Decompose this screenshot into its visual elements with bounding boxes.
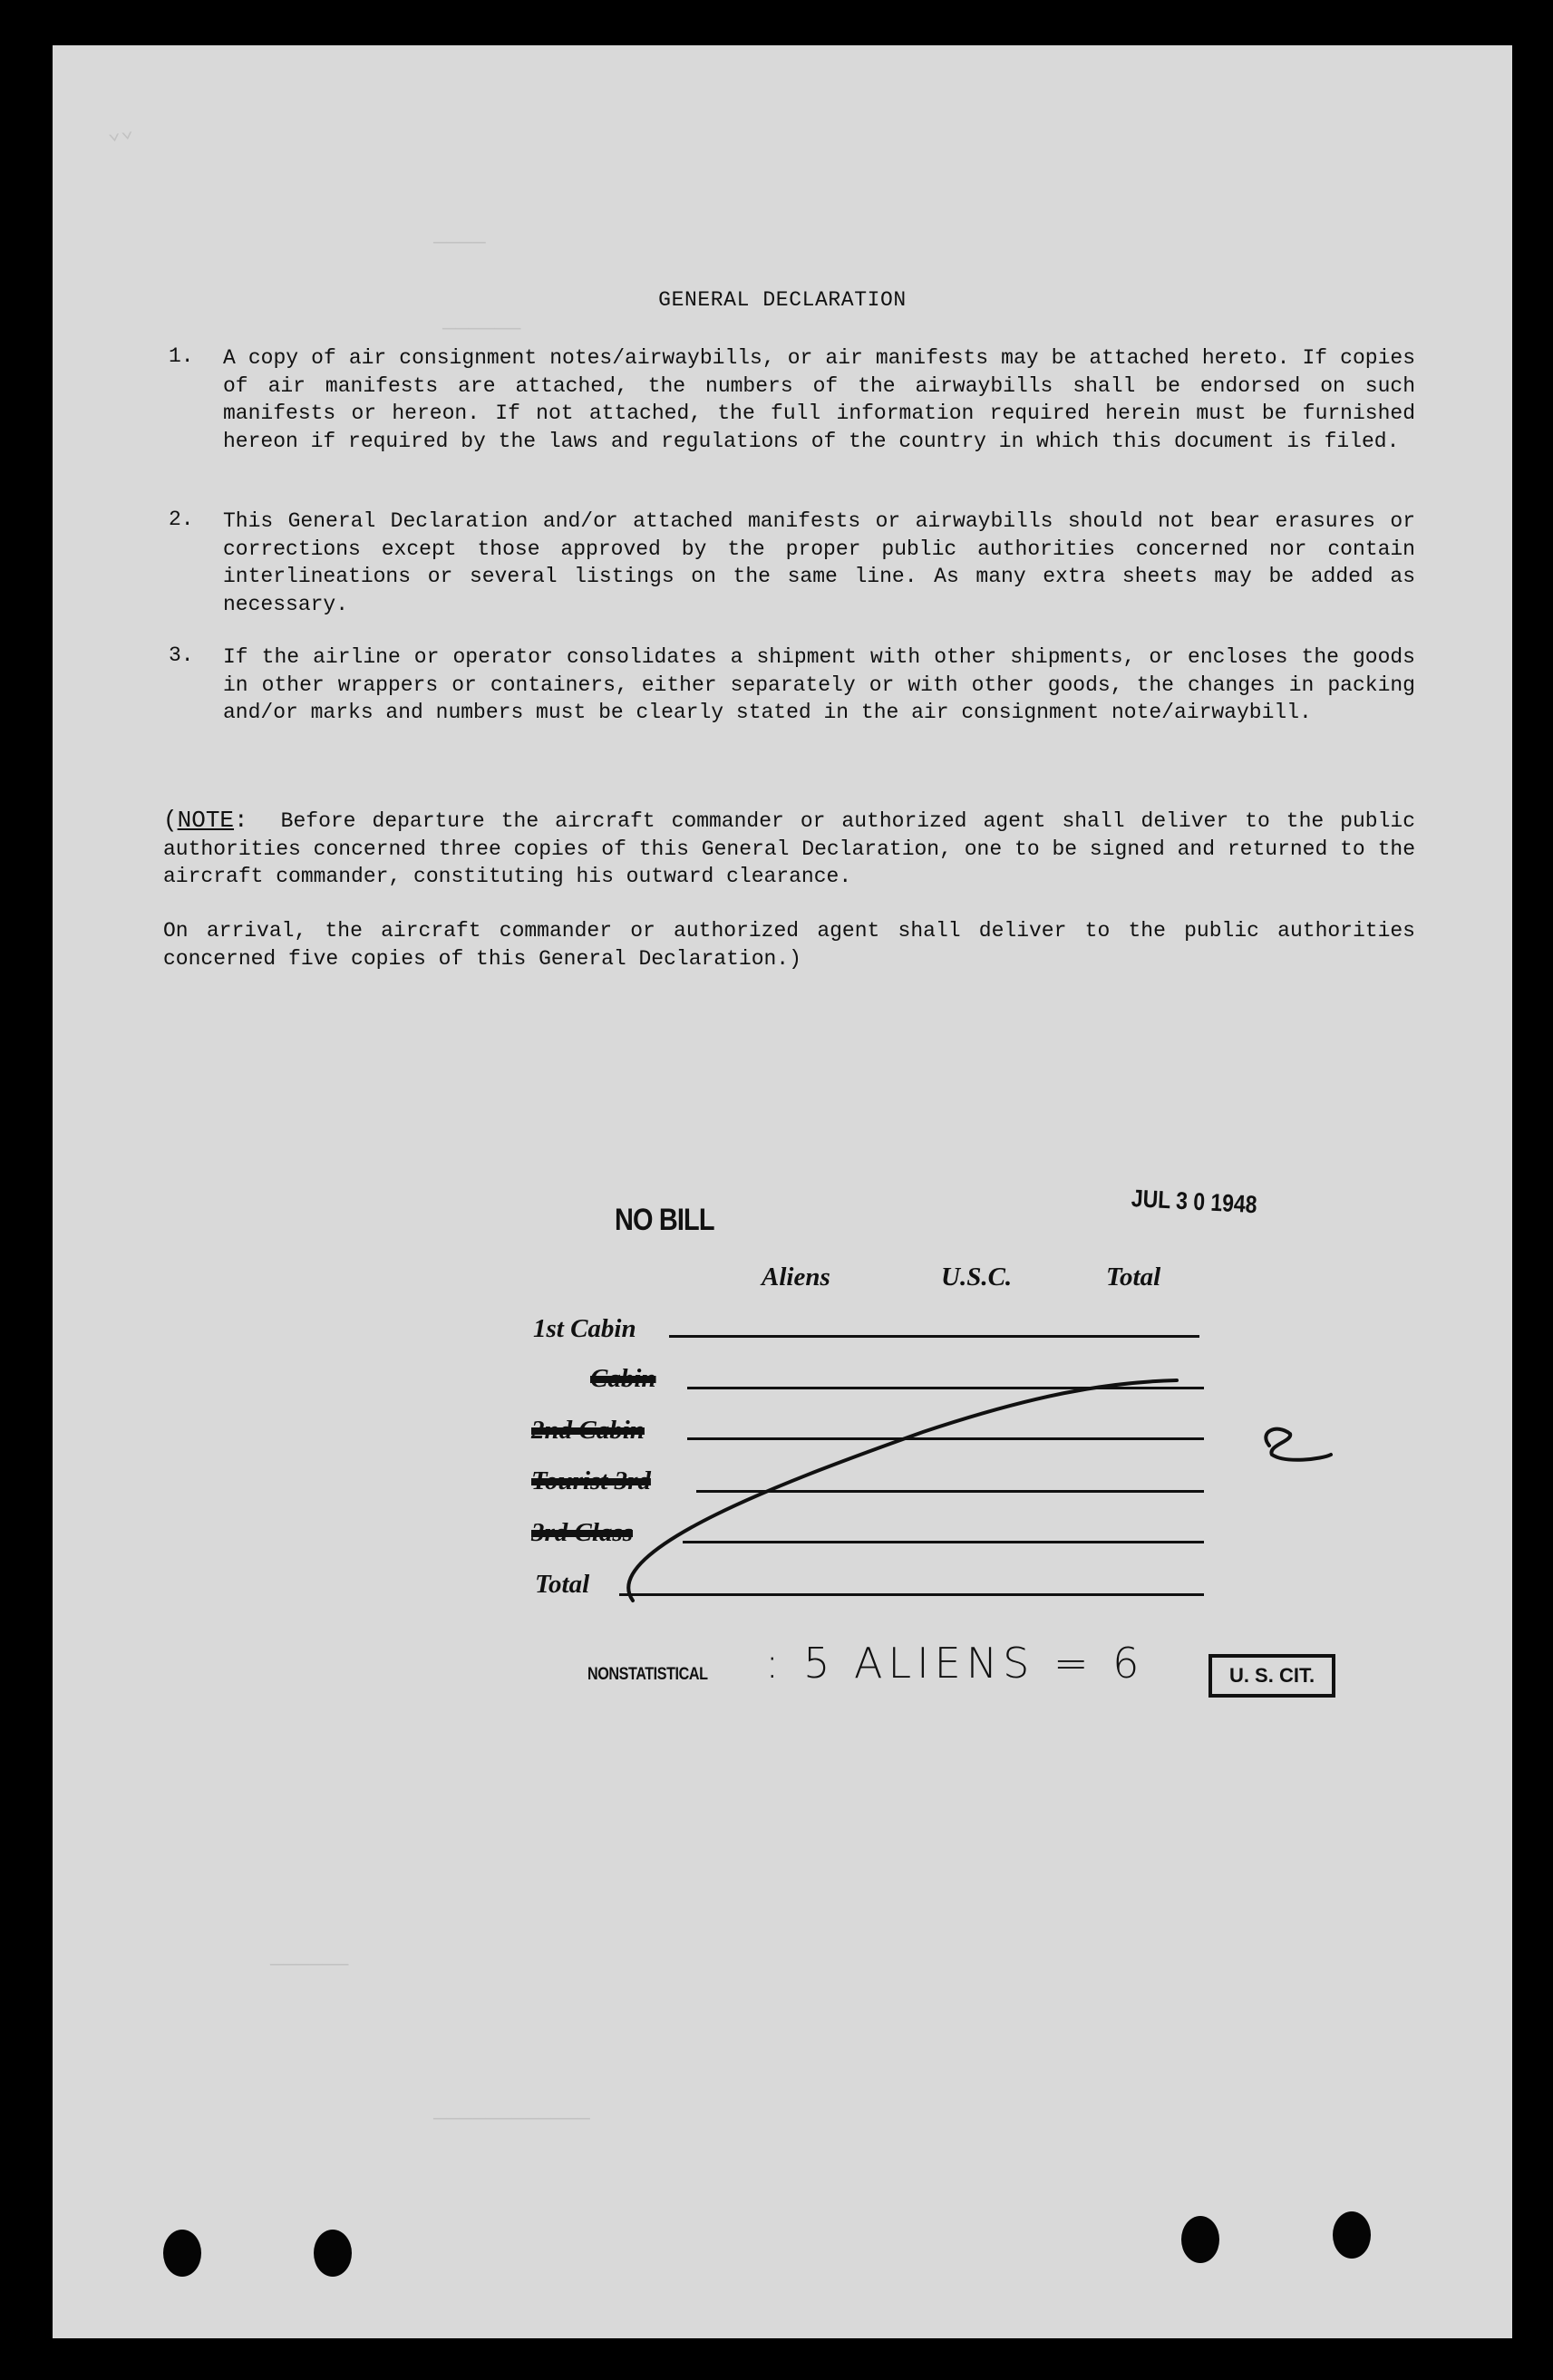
note-label: NOTE [177, 807, 235, 834]
item-text: A copy of air consignment notes/airwaybills, or air manifests may be attached hereto. If copies of air manifests are attached, the numbers of the airwaybills shall be endorsed on such manifests or hereon. If not attached, the full information required herein must be furnished hereon if required by the laws and regulations of the country in which this document is filed. [223, 346, 1415, 453]
punch-hole [163, 2230, 201, 2277]
row-label-cabin: Cabin [590, 1364, 656, 1393]
bleed-through-marks: ———— [433, 231, 486, 256]
handwritten-aliens-count: : 5 ALIENS = 6 [765, 1639, 1145, 1688]
row-label-1st-cabin: 1st Cabin [533, 1314, 636, 1343]
bleed-through-marks: ———————————— [433, 2107, 590, 2132]
bleed-through-marks: —————— [442, 317, 521, 342]
row-label-3rd-class: 3rd Class [531, 1518, 634, 1547]
us-cit-stamp: U. S. CIT. [1208, 1654, 1335, 1698]
item-text: If the airline or operator consolidates a shipment with other shipments, or encloses the goods in other wrappers or containers, either separately or with other goods, the changes in packing and/or marks and numbers must be clearly stated in the air consignment note/airwaybill. [223, 645, 1415, 724]
row-label-total: Total [535, 1570, 590, 1599]
column-header-aliens: Aliens [762, 1263, 830, 1292]
punch-hole [1333, 2211, 1371, 2259]
punch-hole [1181, 2216, 1219, 2263]
handwritten-check-mark [1258, 1423, 1259, 1424]
column-header-usc: U.S.C. [941, 1263, 1013, 1292]
note-text: Before departure the aircraft commander or authorized agent shall deliver to the public authorities concerned three copies of this General Declaration, one to be signed and returned to the aircraft commander, constituting his outward clearance. [163, 809, 1415, 888]
row-label-tourist-3rd: Tourist 3rd [531, 1466, 651, 1495]
row-label-2nd-cabin: 2nd Cabin [531, 1416, 645, 1445]
document-title: GENERAL DECLARATION [658, 288, 907, 312]
item-text: This General Declaration and/or attached manifests or airwaybills should not bear erasures or corrections except those approved by the proper public authorities concerned nor contain interlineations or several listings on the same line. As many extra sheets may be added as necessary. [223, 509, 1415, 616]
document-page [53, 45, 1512, 2338]
nonstatistical-label: NONSTATISTICAL [587, 1665, 708, 1684]
cancel-stroke [53, 45, 1512, 2338]
bleed-through-marks: —————— [270, 1953, 349, 1978]
item-number: 1. [169, 344, 194, 368]
item-number: 3. [169, 643, 194, 667]
bleed-through-marks: ⌄⌄ [105, 119, 135, 147]
note-colon: : [234, 807, 248, 834]
column-header-total: Total [1106, 1263, 1161, 1292]
note-open-paren: ( [163, 807, 178, 834]
item-number: 2. [169, 508, 194, 531]
date-stamp: JUL 3 0 1948 [1131, 1185, 1258, 1219]
no-bill-stamp: NO BILL [615, 1203, 714, 1237]
note-arrival-paragraph: On arrival, the aircraft commander or authorized agent shall deliver to the public authorities concerned five copies of this General Declaration.) [163, 919, 1415, 971]
punch-hole [314, 2230, 352, 2277]
